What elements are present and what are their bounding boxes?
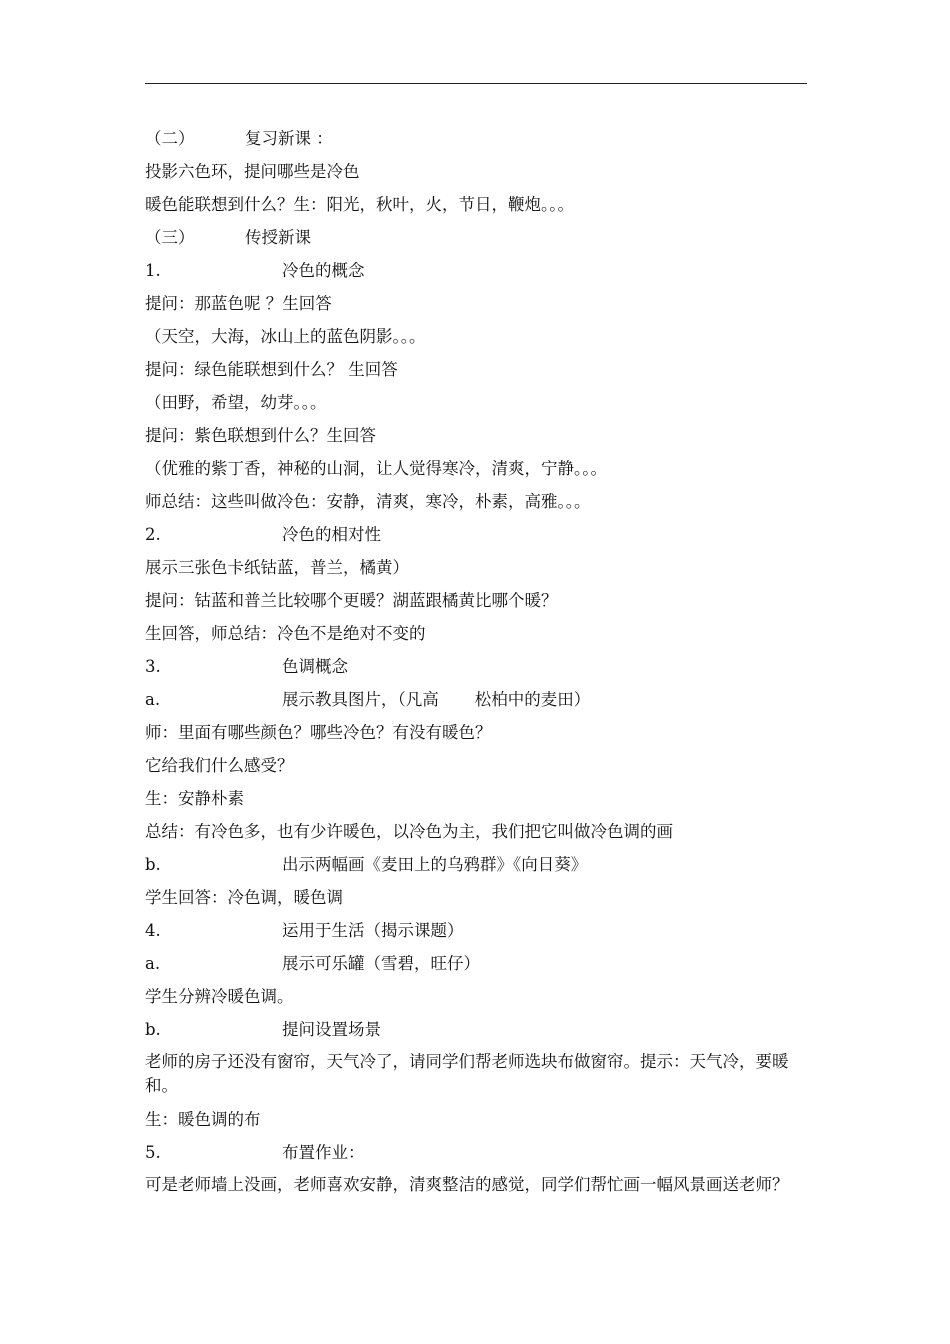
numbered-item-1 — [145, 254, 807, 287]
section-number: （二） — [145, 129, 195, 148]
paragraph: 提问：那蓝色呢 ？生回答 — [145, 294, 332, 313]
paragraph: 可是老师墙上没画，老师喜欢安静，清爽整洁的感觉，同学们帮忙画一幅风景画送老师？ — [145, 1175, 789, 1194]
item-text: 展示可乐罐（雪碧，旺仔） — [282, 954, 480, 973]
paragraph: （优雅的紫丁香，神秘的山洞，让人觉得寒冷，清爽，宁静。。。 — [145, 459, 607, 478]
item-text: 展示教具图片，（凡高 — [282, 690, 439, 709]
numbered-item-5 — [145, 1136, 807, 1169]
item-text: 松柏中的麦田） — [474, 690, 591, 709]
paragraph: 师：里面有哪些颜色？哪些冷色？有没有暖色？ — [145, 723, 492, 742]
numbered-item-3 — [145, 650, 807, 683]
paragraph: 生回答，师总结：冷色不是绝对不变的 — [145, 624, 426, 643]
sub-item-a — [145, 947, 807, 980]
sub-item-b — [145, 848, 807, 881]
item-title: 运用于生活（揭示课题） — [282, 921, 464, 940]
section-number: （三） — [145, 228, 195, 247]
item-number: 4. — [145, 921, 161, 940]
item-letter: a. — [145, 690, 161, 709]
item-letter: b. — [145, 855, 161, 874]
sub-item-a — [145, 683, 807, 716]
item-title: 布置作业： — [282, 1143, 365, 1162]
paragraph: 老师的房子还没有窗帘，天气冷了，请同学们帮老师选块布做窗帘。提示：天气冷，要暖和。 — [145, 1052, 789, 1095]
header-rule — [145, 83, 807, 84]
item-number: 1. — [145, 261, 161, 280]
item-title: 冷色的相对性 — [282, 525, 381, 544]
paragraph: 生：安静朴素 — [145, 789, 244, 808]
paragraph: 提问：绿色能联想到什么？ 生回答 — [145, 360, 398, 379]
paragraph: 学生分辨冷暖色调。 — [145, 987, 294, 1006]
item-text: 出示两幅画《麦田上的乌鸦群》《向日葵》 — [282, 855, 588, 874]
document-body — [145, 122, 807, 1202]
numbered-item-4 — [145, 914, 807, 947]
item-number: 2. — [145, 525, 161, 544]
paragraph: 总结：有冷色多，也有少许暖色，以冷色为主，我们把它叫做冷色调的画 — [145, 822, 673, 841]
item-title: 冷色的概念 — [282, 261, 365, 280]
paragraph: 生：暖色调的布 — [145, 1110, 261, 1129]
section-heading-review — [145, 122, 807, 155]
item-number: 5. — [145, 1143, 161, 1162]
paragraph: 师总结：这些叫做冷色：安静，清爽，寒冷，朴素，高雅。。。 — [145, 492, 591, 511]
item-number: 3. — [145, 657, 161, 676]
paragraph: 提问：紫色联想到什么？生回答 — [145, 426, 376, 445]
item-letter: a. — [145, 954, 161, 973]
section-heading-teach — [145, 221, 807, 254]
sub-item-b — [145, 1013, 807, 1046]
paragraph: 提问：钴蓝和普兰比较哪个更暖？湖蓝跟橘黄比哪个暖？ — [145, 591, 558, 610]
paragraph: 它给我们什么感受？ — [145, 756, 294, 775]
section-title: 复习新课 ： — [245, 129, 333, 148]
paragraph: 暖色能联想到什么？生：阳光，秋叶，火，节日，鞭炮。。。 — [145, 195, 574, 214]
paragraph: （天空，大海，冰山上的蓝色阴影。。。 — [145, 327, 426, 346]
item-letter: b. — [145, 1020, 161, 1039]
item-title: 色调概念 — [282, 657, 348, 676]
paragraph: 投影六色环，提问哪些是冷色 — [145, 162, 360, 181]
paragraph: 展示三张色卡纸钴蓝，普兰，橘黄） — [145, 558, 409, 577]
item-text: 提问设置场景 — [282, 1020, 381, 1039]
numbered-item-2 — [145, 518, 807, 551]
paragraph: 学生回答：冷色调，暖色调 — [145, 888, 343, 907]
section-title: 传授新课 — [245, 228, 311, 247]
paragraph: （田野，希望，幼芽。。。 — [145, 393, 327, 412]
